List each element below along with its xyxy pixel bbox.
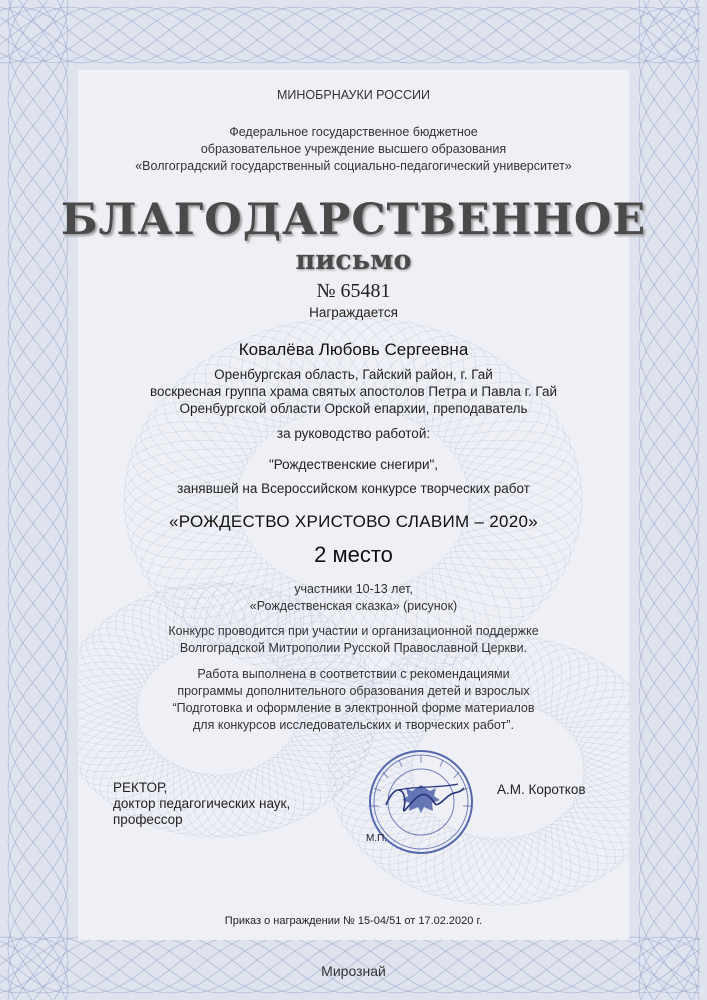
- support-line-2: Волгоградской Митрополии Русской Православной Церкви.: [179, 641, 528, 655]
- signer-name: А.М. Коротков: [497, 782, 586, 797]
- work-title: "Рождественские снегири",: [268, 457, 439, 472]
- signer-position-line-1: РЕКТОР,: [113, 780, 168, 795]
- recommendation-line-4: для конкурсов исследовательских и творческих работ”.: [193, 718, 514, 732]
- award-order: Приказ о награждении № 15-04/51 от 17.02.2020 г.: [224, 915, 483, 927]
- signer-position: [113, 780, 290, 828]
- category-line-1: участники 10-13 лет,: [294, 582, 413, 596]
- signer-position-line-2: доктор педагогических наук,: [113, 796, 291, 811]
- category-line-2: «Рождественская сказка» (рисунок): [249, 599, 458, 613]
- awarded-label: Награждается: [309, 305, 398, 320]
- recipient-location-line-1: Оренбургская область, Гайский район, г. Гай: [214, 367, 493, 382]
- support-line-1: Конкурс проводится при участии и организационной поддержке: [168, 624, 539, 638]
- institution-line-2: образовательное учреждение высшего образования: [200, 142, 507, 156]
- award-place: 2 место: [314, 542, 393, 567]
- document-title: БЛАГОДАРСТВЕННОЕ: [60, 195, 647, 245]
- institution-line-1: Федеральное государственное бюджетное: [229, 125, 478, 139]
- ministry-name: МИНОБРНАУКИ РОССИИ: [277, 88, 430, 102]
- recommendation-line-3: “Подготовка и оформление в электронной форме материалов: [172, 701, 535, 715]
- brand-watermark: Мирознай: [321, 963, 386, 979]
- signer-position-line-3: профессор: [113, 812, 183, 827]
- stamp-label: М.П.: [366, 833, 388, 844]
- recommendation-line-1: Работа выполнена в соответствии с рекомендациями: [197, 667, 510, 681]
- recipient-location-line-3: Оренбургской области Орской епархии, преподаватель: [179, 401, 528, 416]
- document-subtitle: письмо: [295, 245, 412, 276]
- contest-intro: занявшей на Всероссийском конкурсе творческих работ: [177, 481, 530, 496]
- certificate-number: № 65481: [316, 280, 391, 302]
- award-reason: за руководство работой:: [276, 426, 431, 441]
- recommendation-line-2: программы дополнительного образования детей и взрослых: [177, 684, 530, 698]
- institution-line-3: «Волгоградский государственный социально-педагогический университет»: [135, 159, 572, 173]
- recipient-name: Ковалёва Любовь Сергеевна: [238, 340, 469, 359]
- contest-name: «РОЖДЕСТВО ХРИСТОВО СЛАВИМ – 2020»: [168, 512, 539, 531]
- recipient-location-line-2: воскресная группа храма святых апостолов Петра и Павла г. Гай: [149, 384, 558, 399]
